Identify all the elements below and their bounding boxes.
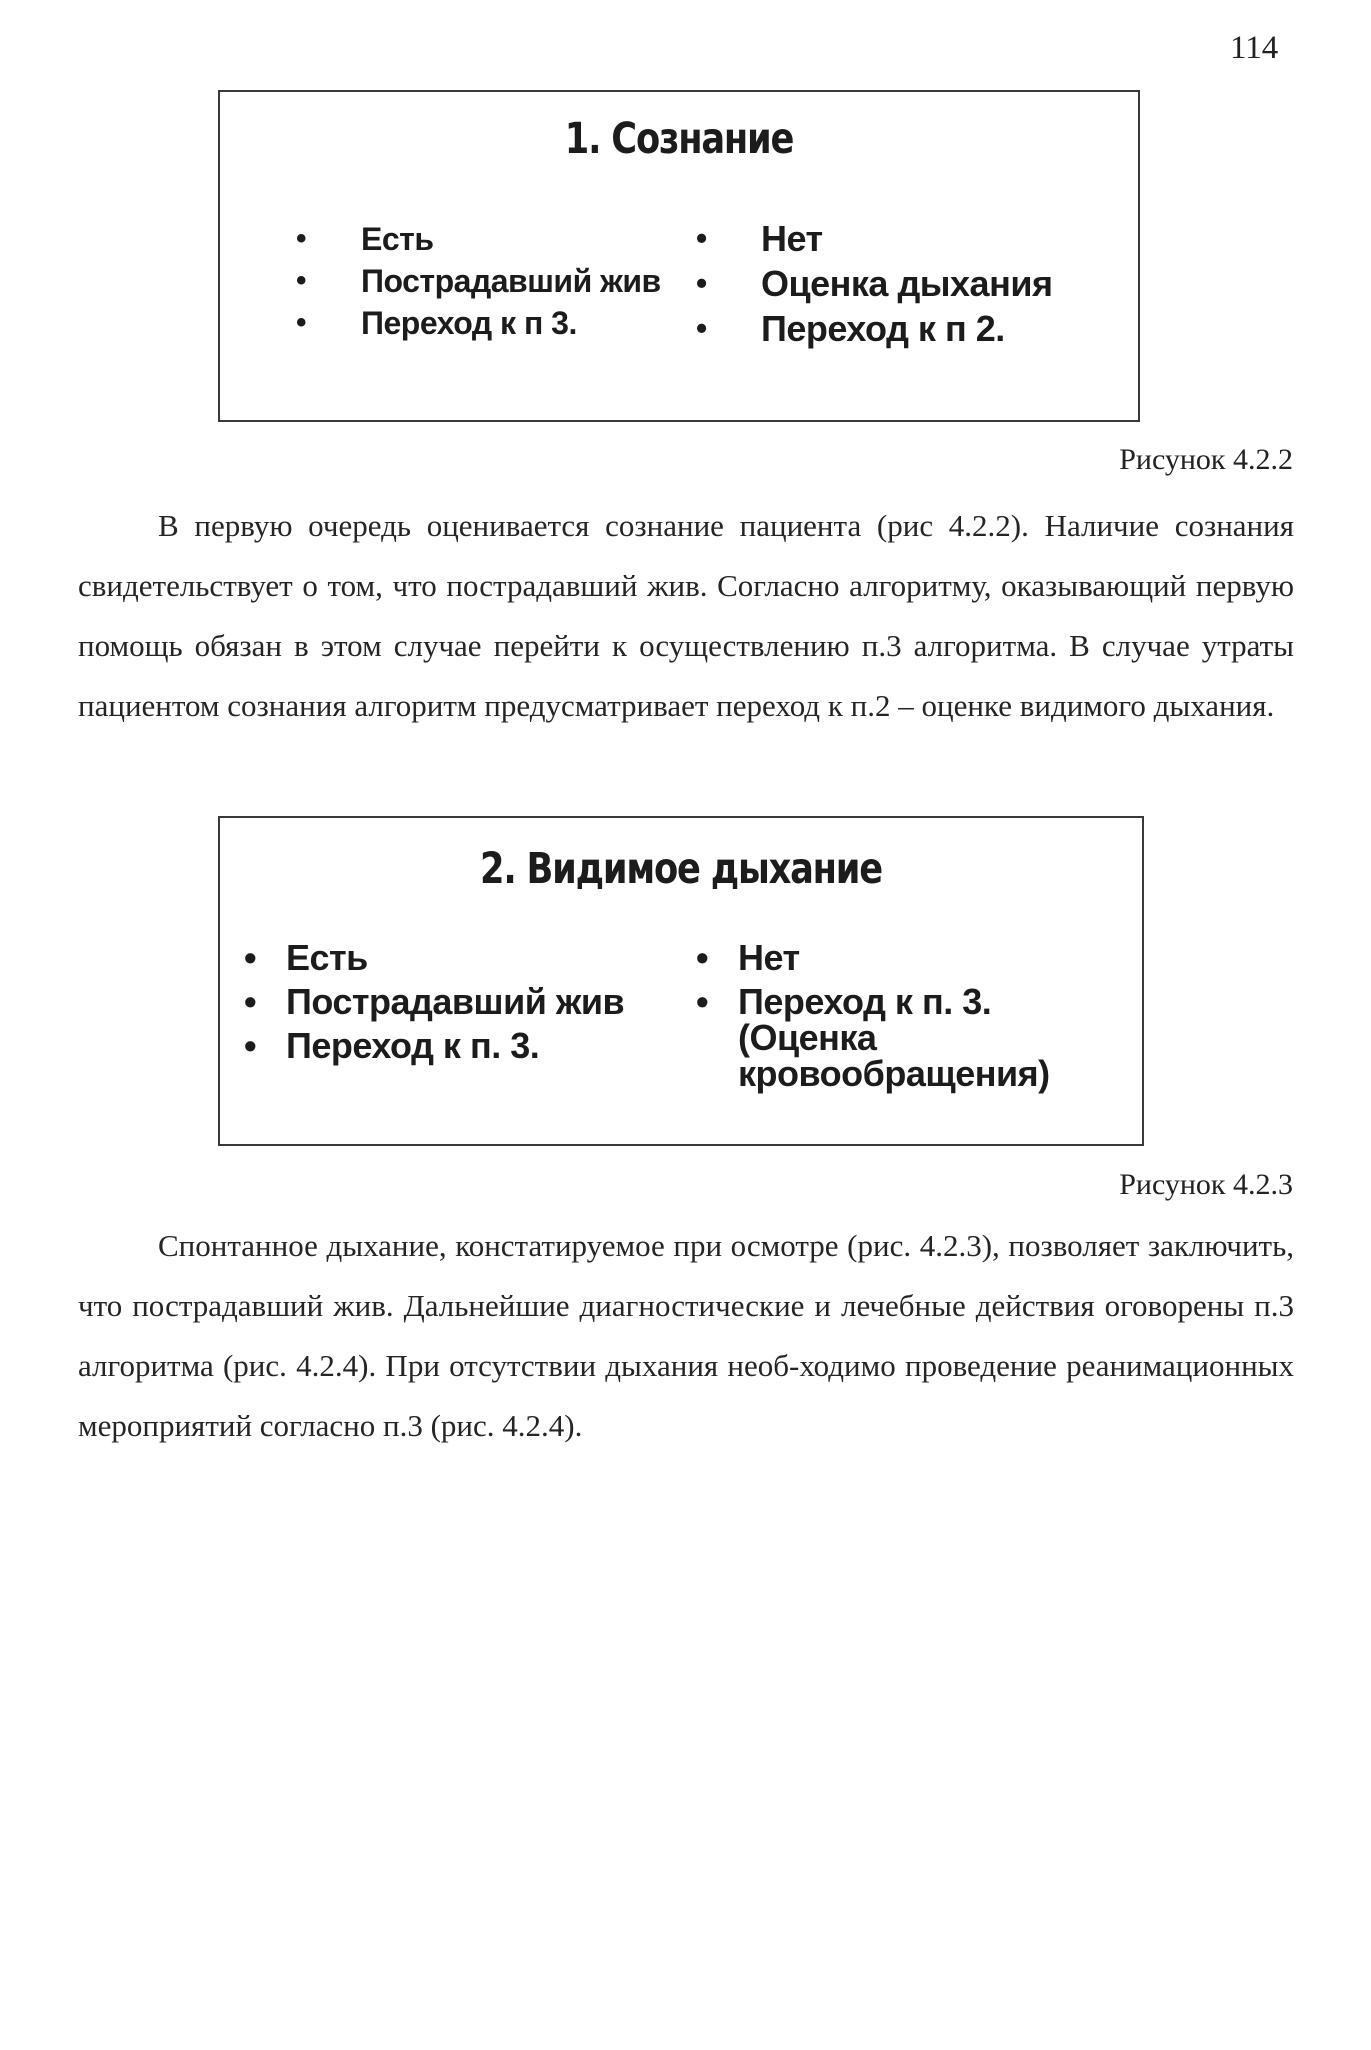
figure-breathing-box	[218, 816, 1144, 1146]
list-item: • Пострадавший жив	[244, 981, 625, 1022]
list-item: • Переход к п. 3. (Оценка кровообращения)	[696, 981, 1050, 1094]
bullet-icon: •	[696, 310, 707, 346]
bullet-icon: •	[696, 220, 707, 256]
list-item: • Переход к п. 3.	[244, 1025, 540, 1066]
bullet-icon: •	[244, 981, 257, 1022]
figure-caption: Рисунок 4.2.3	[1119, 1168, 1293, 1201]
body-paragraph: В первую очередь оценивается сознание пациента (рис 4.2.2). Наличие сознания свидетельствует о том, что пострадавший жив. Согласно алгоритму, оказывающий первую помощь обязан в этом случае перейти к осуществлению п.3 алгоритма. В случае утраты пациентом сознания алгоритм предусматривает переход к п.2 – оценке видимого дыхания.	[78, 508, 1294, 723]
figure-consciousness-box	[218, 90, 1140, 422]
bullet-icon: •	[296, 264, 307, 297]
list-item: • Переход к п 2.	[696, 308, 1005, 349]
list-item: • Есть	[244, 937, 368, 978]
bullet-icon: •	[244, 937, 257, 978]
list-item: • Нет	[696, 218, 823, 259]
left-bullet-list	[244, 936, 624, 1068]
bullet-icon: •	[696, 937, 709, 978]
right-bullet-list	[696, 216, 1052, 351]
list-item: • Пострадавший жив	[296, 260, 661, 302]
figure-title: 1. Сознание	[564, 114, 794, 164]
bullet-icon: •	[696, 981, 709, 1022]
bullet-icon: •	[244, 1025, 257, 1066]
page-number: 114	[1230, 30, 1279, 66]
body-paragraph: Спонтанное дыхание, констатируемое при осмотре (рис. 4.2.3), позволяет заключить, что пострадавший жив. Дальнейшие диагностические и лечебные действия оговорены п.3 алгоритма (рис. 4.2.4). При отсутствии дыхания необ-ходимо проведение реанимационных мероприятий согласно п.3 (рис. 4.2.4).	[78, 1228, 1294, 1443]
right-bullet-list	[696, 936, 1068, 1096]
list-item: • Оценка дыхания	[696, 263, 1053, 304]
list-item: • Нет	[696, 937, 800, 978]
figure-caption: Рисунок 4.2.2	[1119, 443, 1293, 476]
bullet-icon: •	[296, 306, 307, 339]
bullet-icon: •	[696, 265, 707, 301]
list-item: • Есть	[296, 218, 661, 260]
figure-title: 2. Видимое дыхание	[480, 844, 882, 894]
bullet-icon: •	[296, 222, 307, 255]
list-item: • Переход к п 3.	[296, 302, 661, 344]
left-bullet-list	[296, 218, 661, 344]
